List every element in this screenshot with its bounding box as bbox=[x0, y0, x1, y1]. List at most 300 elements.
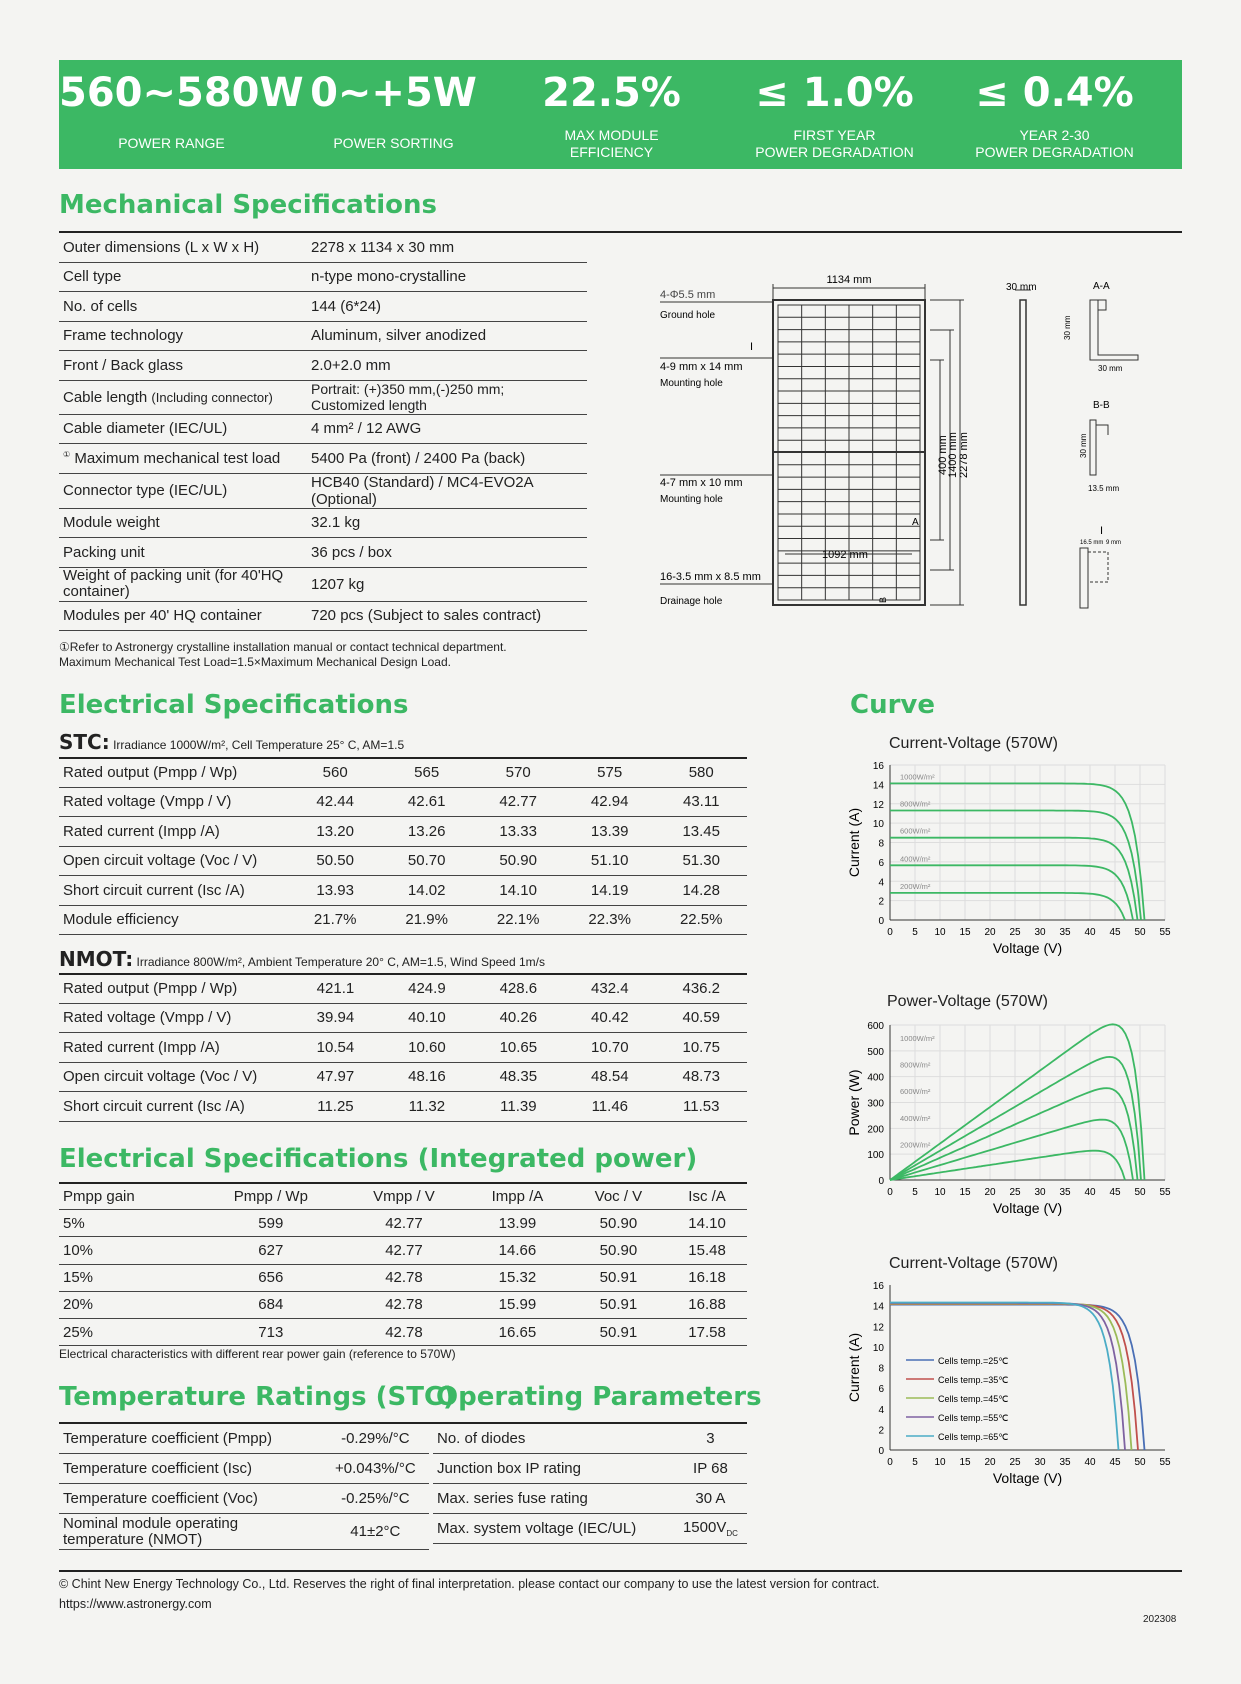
param-value-text: -0.25%/°C bbox=[341, 1490, 410, 1507]
param-value-text: -0.29%/°C bbox=[341, 1430, 410, 1447]
param-row bbox=[59, 1424, 429, 1454]
cell: 13.99 bbox=[465, 1210, 570, 1237]
y-tick-label: 14 bbox=[872, 1301, 884, 1313]
x-axis-label: Voltage (V) bbox=[992, 1470, 1063, 1486]
mounting-hole-1-label: Mounting hole bbox=[660, 378, 723, 389]
spec-key bbox=[59, 380, 307, 414]
series-line-3 bbox=[890, 1088, 1138, 1180]
spec-value-text: 32.1 kg bbox=[311, 514, 361, 532]
detail-i-title: I bbox=[1100, 525, 1104, 537]
x-tick-label: 40 bbox=[1084, 1457, 1096, 1468]
param-value: 424.9 bbox=[381, 974, 472, 1003]
param-value: 51.30 bbox=[655, 846, 747, 876]
column-header: Impp /A bbox=[465, 1183, 570, 1210]
cell: 627 bbox=[199, 1237, 343, 1264]
kpi-1 bbox=[59, 60, 304, 169]
cell: 14.10 bbox=[667, 1210, 747, 1237]
param-value-sub: DC bbox=[726, 1529, 738, 1538]
x-tick-label: 50 bbox=[1134, 1457, 1146, 1468]
spec-value bbox=[307, 508, 587, 538]
param-value-text: 30 A bbox=[695, 1490, 726, 1507]
kpi-value: ≤ 0.4% bbox=[975, 70, 1134, 116]
nmot-table bbox=[59, 974, 747, 1122]
ground-hole-label: Ground hole bbox=[660, 310, 716, 321]
spec-key-text: Front / Back glass bbox=[63, 356, 184, 374]
spec-key bbox=[59, 233, 307, 262]
cell: 50.91 bbox=[570, 1264, 667, 1291]
note-line-2: Maximum Mechanical Test Load=1.5×Maximum Mechanical Design Load. bbox=[59, 655, 451, 669]
stc-condition-text: Irradiance 1000W/m², Cell Temperature 25° C, AM=1.5 bbox=[113, 738, 405, 752]
y-tick-label: 100 bbox=[867, 1150, 884, 1162]
y-tick-label: 500 bbox=[867, 1046, 884, 1058]
cell: 15% bbox=[59, 1264, 199, 1291]
param-value: 10.75 bbox=[656, 1033, 747, 1063]
kpi-label: YEAR 2-30 POWER DEGRADATION bbox=[975, 127, 1134, 160]
section-bb-title: B-B bbox=[1093, 400, 1110, 411]
dim-width: 1134 mm bbox=[826, 274, 872, 286]
y-axis-label: Current (A) bbox=[846, 807, 862, 878]
param-value bbox=[674, 1484, 747, 1514]
cell: 599 bbox=[199, 1210, 343, 1237]
electrical-row bbox=[59, 846, 747, 876]
y-tick-label: 0 bbox=[878, 1176, 884, 1187]
param-value bbox=[322, 1454, 429, 1484]
kpi-value: ≤ 1.0% bbox=[755, 70, 914, 116]
kpi-label: MAX MODULE EFFICIENCY bbox=[564, 127, 659, 160]
x-tick-label: 30 bbox=[1034, 927, 1046, 938]
param-value: 432.4 bbox=[564, 974, 655, 1003]
mounting-hole-1-dim: 4-9 mm x 14 mm bbox=[660, 361, 743, 373]
spec-value bbox=[307, 262, 587, 292]
spec-value-text: Aluminum, silver anodized bbox=[311, 327, 487, 345]
param-value bbox=[674, 1454, 747, 1484]
integrated-row bbox=[59, 1291, 747, 1318]
param-value bbox=[674, 1514, 747, 1544]
spec-key-text: No. of cells bbox=[63, 297, 138, 315]
spec-value-text: 36 pcs / box bbox=[311, 543, 392, 561]
spec-key-text: Cell type bbox=[63, 268, 122, 286]
param-name bbox=[433, 1454, 674, 1484]
param-name bbox=[59, 1514, 322, 1550]
cell: 50.90 bbox=[570, 1210, 667, 1237]
cell: 15.32 bbox=[465, 1264, 570, 1291]
x-tick-label: 55 bbox=[1159, 1187, 1171, 1198]
mechanical-row bbox=[59, 233, 587, 262]
param-name: Rated current (Impp /A) bbox=[59, 1033, 290, 1063]
kpi-value: 22.5% bbox=[542, 70, 681, 116]
param-value: 22.1% bbox=[472, 905, 564, 935]
param-value-text: +0.043%/°C bbox=[335, 1460, 416, 1477]
section-aa-title: A-A bbox=[1093, 281, 1110, 292]
x-tick-label: 10 bbox=[934, 927, 946, 938]
cell: 713 bbox=[199, 1318, 343, 1345]
param-value: 51.10 bbox=[564, 846, 656, 876]
param-name: Rated output (Pmpp / Wp) bbox=[59, 758, 289, 787]
param-value: 40.10 bbox=[381, 1003, 472, 1033]
cell: 15.99 bbox=[465, 1291, 570, 1318]
param-row bbox=[433, 1454, 747, 1484]
param-value: 48.35 bbox=[473, 1062, 564, 1092]
detail-i-marker: I bbox=[750, 341, 754, 353]
integrated-header-row bbox=[59, 1183, 747, 1210]
kpi-label: POWER RANGE bbox=[118, 135, 225, 151]
cell: 42.77 bbox=[343, 1210, 465, 1237]
spec-value bbox=[307, 321, 587, 351]
cell: 42.78 bbox=[343, 1264, 465, 1291]
temperature-table bbox=[59, 1424, 429, 1550]
spec-key-text: Connector type (IEC/UL) bbox=[63, 482, 228, 499]
cell: 50.91 bbox=[570, 1291, 667, 1318]
section-b-marker: B bbox=[878, 596, 888, 603]
y-tick-label: 10 bbox=[872, 819, 884, 831]
param-value: 436.2 bbox=[656, 974, 747, 1003]
param-value: 22.3% bbox=[564, 905, 656, 935]
param-value: 48.16 bbox=[381, 1062, 472, 1092]
dim-thickness: 30 mm bbox=[1006, 282, 1037, 293]
x-tick-label: 10 bbox=[934, 1457, 946, 1468]
param-name-text: Max. series fuse rating bbox=[437, 1490, 588, 1507]
kpi-value: 560~580W bbox=[59, 70, 304, 116]
series-label: 200W/m² bbox=[900, 881, 931, 891]
spec-key bbox=[59, 292, 307, 322]
stc-label: STC: bbox=[59, 730, 110, 754]
integrated-table bbox=[59, 1183, 747, 1346]
drainage-hole-label: Drainage hole bbox=[660, 596, 723, 607]
x-tick-label: 25 bbox=[1009, 1187, 1021, 1198]
y-tick-label: 12 bbox=[872, 799, 884, 811]
spec-key bbox=[59, 538, 307, 568]
param-name-text-2: temperature (NMOT) bbox=[63, 1530, 203, 1548]
electrical-row bbox=[59, 787, 747, 817]
param-value: 11.32 bbox=[381, 1092, 472, 1122]
x-tick-label: 5 bbox=[912, 1457, 918, 1468]
param-name: Short circuit current (Isc /A) bbox=[59, 1092, 290, 1122]
cell: 42.77 bbox=[343, 1237, 465, 1264]
kpi-value: 0~+5W bbox=[310, 70, 477, 116]
param-value: 13.26 bbox=[381, 817, 473, 847]
param-name: Rated current (Impp /A) bbox=[59, 817, 289, 847]
spec-value bbox=[307, 601, 587, 631]
spec-key bbox=[59, 444, 307, 474]
param-value: 48.54 bbox=[564, 1062, 655, 1092]
param-value: 11.46 bbox=[564, 1092, 655, 1122]
note-line-1: ①Refer to Astronergy crystalline installation manual or contact technical department. bbox=[59, 640, 507, 654]
mounting-hole-2-dim: 4-7 mm x 10 mm bbox=[660, 477, 743, 489]
cell: 656 bbox=[199, 1264, 343, 1291]
param-value: 11.39 bbox=[473, 1092, 564, 1122]
x-tick-label: 25 bbox=[1009, 1457, 1021, 1468]
cell: 14.66 bbox=[465, 1237, 570, 1264]
param-name-text: Temperature coefficient (Isc) bbox=[63, 1460, 252, 1477]
mechanical-title: Mechanical Specifications bbox=[59, 190, 438, 220]
y-tick-label: 16 bbox=[872, 1281, 884, 1292]
param-name: Short circuit current (Isc /A) bbox=[59, 876, 289, 906]
mechanical-row bbox=[59, 262, 587, 292]
footer-copyright: © Chint New Energy Technology Co., Ltd. Reserves the right of final interpretation. please contact our company to use the latest version for contract. bbox=[59, 1577, 880, 1591]
chart-1-title: Current-Voltage (570W) bbox=[889, 735, 1058, 752]
y-tick-label: 12 bbox=[872, 1322, 884, 1334]
param-value: 560 bbox=[289, 758, 381, 787]
spec-key bbox=[59, 351, 307, 381]
x-tick-label: 55 bbox=[1159, 927, 1171, 938]
mechanical-row bbox=[59, 321, 587, 351]
spec-value-text-2: Customized length bbox=[311, 397, 427, 413]
param-row bbox=[59, 1484, 429, 1514]
integrated-row bbox=[59, 1210, 747, 1237]
integrated-row bbox=[59, 1318, 747, 1345]
spec-value-text: Portrait: (+)350 mm,(-)250 mm; bbox=[311, 381, 505, 397]
param-row bbox=[433, 1484, 747, 1514]
x-tick-label: 15 bbox=[959, 1457, 971, 1468]
chart-3-title: Current-Voltage (570W) bbox=[889, 1255, 1058, 1272]
y-tick-label: 0 bbox=[878, 916, 884, 927]
param-value: 42.44 bbox=[289, 787, 381, 817]
series-label: 1000W/m² bbox=[900, 772, 935, 782]
spec-value-text: 2278 x 1134 x 30 mm bbox=[311, 238, 455, 256]
param-name: Open circuit voltage (Voc / V) bbox=[59, 1062, 290, 1092]
y-tick-label: 0 bbox=[878, 1446, 884, 1457]
spec-value-text: 5400 Pa (front) / 2400 Pa (back) bbox=[311, 449, 526, 467]
column-header: Pmpp / Wp bbox=[199, 1183, 343, 1210]
iv-temperature-chart bbox=[845, 1275, 1175, 1495]
spec-value bbox=[307, 292, 587, 322]
param-value: 10.70 bbox=[564, 1033, 655, 1063]
dim-2278: 2278 mm bbox=[958, 432, 970, 478]
cell: 42.78 bbox=[343, 1291, 465, 1318]
spec-key bbox=[59, 321, 307, 351]
param-row bbox=[59, 1514, 429, 1550]
mechanical-row bbox=[59, 601, 587, 631]
spec-key-text: Cable diameter (IEC/UL) bbox=[63, 420, 228, 438]
x-tick-label: 0 bbox=[887, 927, 893, 938]
spec-value bbox=[307, 380, 587, 414]
param-value: 14.19 bbox=[564, 876, 656, 906]
legend-label: Cells temp.=25℃ bbox=[938, 1356, 1009, 1366]
cell: 5% bbox=[59, 1210, 199, 1237]
param-value: 47.97 bbox=[290, 1062, 381, 1092]
y-tick-label: 16 bbox=[872, 761, 884, 772]
x-tick-label: 15 bbox=[959, 927, 971, 938]
module-drawing bbox=[650, 270, 1170, 615]
param-value: 10.65 bbox=[473, 1033, 564, 1063]
x-tick-label: 10 bbox=[934, 1187, 946, 1198]
param-value-text: 1500V bbox=[682, 1519, 727, 1536]
param-name bbox=[433, 1424, 674, 1454]
x-tick-label: 30 bbox=[1034, 1457, 1046, 1468]
integrated-title: Electrical Specifications (Integrated power) bbox=[59, 1144, 698, 1174]
spec-key-text: Cable length bbox=[63, 388, 148, 406]
mechanical-row bbox=[59, 444, 587, 474]
spec-value-text: 4 mm² / 12 AWG bbox=[311, 420, 422, 438]
spec-key-text: Maximum mechanical test load bbox=[74, 449, 281, 467]
param-value: 21.9% bbox=[381, 905, 473, 935]
electrical-row bbox=[59, 1033, 747, 1063]
legend-label: Cells temp.=45℃ bbox=[938, 1394, 1009, 1404]
param-name bbox=[433, 1484, 674, 1514]
param-name-text: Temperature coefficient (Pmpp) bbox=[63, 1430, 272, 1447]
param-value: 50.50 bbox=[289, 846, 381, 876]
electrical-row bbox=[59, 817, 747, 847]
y-tick-label: 2 bbox=[878, 1425, 884, 1437]
spec-key bbox=[59, 262, 307, 292]
y-tick-label: 4 bbox=[878, 1404, 884, 1416]
y-tick-label: 8 bbox=[878, 1363, 884, 1375]
y-axis-label: Power (W) bbox=[846, 1069, 862, 1136]
y-tick-label: 400 bbox=[867, 1072, 884, 1084]
cell: 25% bbox=[59, 1318, 199, 1345]
y-tick-label: 4 bbox=[878, 877, 884, 889]
spec-key-text: Modules per 40' HQ container bbox=[63, 607, 262, 625]
param-value-text: 3 bbox=[706, 1430, 715, 1447]
kpi-label: FIRST YEAR POWER DEGRADATION bbox=[755, 127, 914, 160]
series-line-3 bbox=[890, 1304, 1132, 1450]
param-value bbox=[674, 1424, 747, 1454]
spec-value-text: 2.0+2.0 mm bbox=[311, 356, 391, 374]
y-tick-label: 600 bbox=[867, 1021, 884, 1032]
param-value bbox=[322, 1484, 429, 1514]
spec-key bbox=[59, 473, 307, 508]
x-axis-label: Voltage (V) bbox=[992, 1200, 1063, 1216]
param-name bbox=[433, 1514, 674, 1544]
x-tick-label: 45 bbox=[1109, 1187, 1121, 1198]
param-name: Rated voltage (Vmpp / V) bbox=[59, 787, 289, 817]
cell: 10% bbox=[59, 1237, 199, 1264]
operating-title: Operating Parameters bbox=[436, 1382, 762, 1412]
aa-width-dim: 30 mm bbox=[1098, 364, 1123, 373]
param-value: 13.45 bbox=[655, 817, 747, 847]
electrical-row bbox=[59, 905, 747, 935]
spec-key-text-2: container) bbox=[63, 583, 130, 600]
section-a-marker: A bbox=[912, 517, 919, 528]
cell: 50.91 bbox=[570, 1318, 667, 1345]
legend-label: Cells temp.=55℃ bbox=[938, 1413, 1009, 1423]
aa-height-dim: 30 mm bbox=[1063, 315, 1072, 340]
spec-value bbox=[307, 444, 587, 474]
kpi-4 bbox=[722, 60, 947, 169]
param-value: 42.61 bbox=[381, 787, 473, 817]
param-value: 13.20 bbox=[289, 817, 381, 847]
param-value: 580 bbox=[655, 758, 747, 787]
y-tick-label: 10 bbox=[872, 1342, 884, 1354]
mechanical-row bbox=[59, 414, 587, 444]
stc-table bbox=[59, 758, 747, 935]
param-name-text: Junction box IP rating bbox=[437, 1460, 581, 1477]
x-tick-label: 15 bbox=[959, 1187, 971, 1198]
pv-irradiance-chart bbox=[845, 1015, 1175, 1225]
cell: 17.58 bbox=[667, 1318, 747, 1345]
x-tick-label: 35 bbox=[1059, 1457, 1071, 1468]
footer-url: https://www.astronergy.com bbox=[59, 1597, 212, 1611]
ground-hole-dim: 4-Φ5.5 mm bbox=[660, 289, 716, 301]
series-label: 600W/m² bbox=[900, 826, 931, 836]
param-value: 13.33 bbox=[472, 817, 564, 847]
mechanical-row bbox=[59, 538, 587, 568]
x-tick-label: 45 bbox=[1109, 1457, 1121, 1468]
cell: 16.18 bbox=[667, 1264, 747, 1291]
footer-rule bbox=[59, 1570, 1182, 1572]
cell: 42.78 bbox=[343, 1318, 465, 1345]
x-tick-label: 25 bbox=[1009, 927, 1021, 938]
series-label: 1000W/m² bbox=[900, 1034, 935, 1043]
footer-code: 202308 bbox=[1143, 1614, 1177, 1625]
legend-label: Cells temp.=65℃ bbox=[938, 1432, 1009, 1442]
spec-key bbox=[59, 508, 307, 538]
param-name: Rated output (Pmpp / Wp) bbox=[59, 974, 290, 1003]
x-tick-label: 20 bbox=[984, 1187, 996, 1198]
param-value: 42.94 bbox=[564, 787, 656, 817]
spec-value-text: 144 (6*24) bbox=[311, 297, 382, 315]
series-label: 600W/m² bbox=[900, 1087, 931, 1097]
nmot-condition-text: Irradiance 800W/m², Ambient Temperature 20° C, AM=1.5, Wind Speed 1m/s bbox=[136, 955, 545, 969]
y-tick-label: 14 bbox=[872, 780, 884, 792]
cell: 50.90 bbox=[570, 1237, 667, 1264]
spec-value bbox=[307, 233, 587, 262]
param-name-text: Temperature coefficient (Voc) bbox=[63, 1490, 258, 1507]
param-value: 42.77 bbox=[472, 787, 564, 817]
y-tick-label: 8 bbox=[878, 838, 884, 850]
stc-conditions bbox=[59, 730, 404, 754]
spec-key bbox=[59, 414, 307, 444]
integrated-row bbox=[59, 1237, 747, 1264]
kpi-2 bbox=[281, 60, 506, 169]
spec-value bbox=[307, 538, 587, 568]
param-value: 575 bbox=[564, 758, 656, 787]
dim-1092: 1092 mm bbox=[822, 549, 868, 561]
column-header: Pmpp gain bbox=[59, 1183, 199, 1210]
param-value: 14.02 bbox=[381, 876, 473, 906]
cell: 16.65 bbox=[465, 1318, 570, 1345]
param-value-text: 41±2°C bbox=[350, 1523, 401, 1540]
cell: 20% bbox=[59, 1291, 199, 1318]
param-value: 40.26 bbox=[473, 1003, 564, 1033]
param-value-text: IP 68 bbox=[693, 1460, 728, 1477]
series-label: 200W/m² bbox=[900, 1140, 931, 1150]
x-tick-label: 50 bbox=[1134, 927, 1146, 938]
param-value: 39.94 bbox=[290, 1003, 381, 1033]
nmot-label: NMOT: bbox=[59, 947, 134, 971]
param-row bbox=[433, 1514, 747, 1544]
param-value: 570 bbox=[472, 758, 564, 787]
param-value: 40.59 bbox=[656, 1003, 747, 1033]
spec-value bbox=[307, 567, 587, 601]
y-axis-label: Current (A) bbox=[846, 1332, 862, 1403]
i-dim-165: 16.5 mm bbox=[1080, 540, 1104, 546]
x-axis-label: Voltage (V) bbox=[992, 940, 1063, 956]
param-row bbox=[59, 1454, 429, 1484]
param-value: 565 bbox=[381, 758, 473, 787]
param-value: 50.70 bbox=[381, 846, 473, 876]
column-header: Isc /A bbox=[667, 1183, 747, 1210]
param-name-text: Nominal module operating bbox=[63, 1514, 239, 1532]
param-value: 48.73 bbox=[656, 1062, 747, 1092]
x-tick-label: 0 bbox=[887, 1457, 893, 1468]
spec-value-text: 720 pcs (Subject to sales contract) bbox=[311, 607, 542, 625]
mechanical-note bbox=[59, 640, 507, 670]
x-tick-label: 50 bbox=[1134, 1187, 1146, 1198]
spec-value-text: HCB40 (Standard) / MC4-EVO2A (Optional) bbox=[311, 473, 533, 508]
param-value: 22.5% bbox=[655, 905, 747, 935]
x-tick-label: 35 bbox=[1059, 1187, 1071, 1198]
param-name-text: No. of diodes bbox=[437, 1430, 526, 1447]
param-value: 11.25 bbox=[290, 1092, 381, 1122]
x-tick-label: 45 bbox=[1109, 927, 1121, 938]
nmot-conditions bbox=[59, 947, 545, 971]
kpi-banner bbox=[59, 60, 1182, 169]
cell: 684 bbox=[199, 1291, 343, 1318]
dim-1400: 1400 mm bbox=[947, 432, 959, 478]
y-tick-label: 200 bbox=[867, 1124, 884, 1136]
electrical-row bbox=[59, 1092, 747, 1122]
